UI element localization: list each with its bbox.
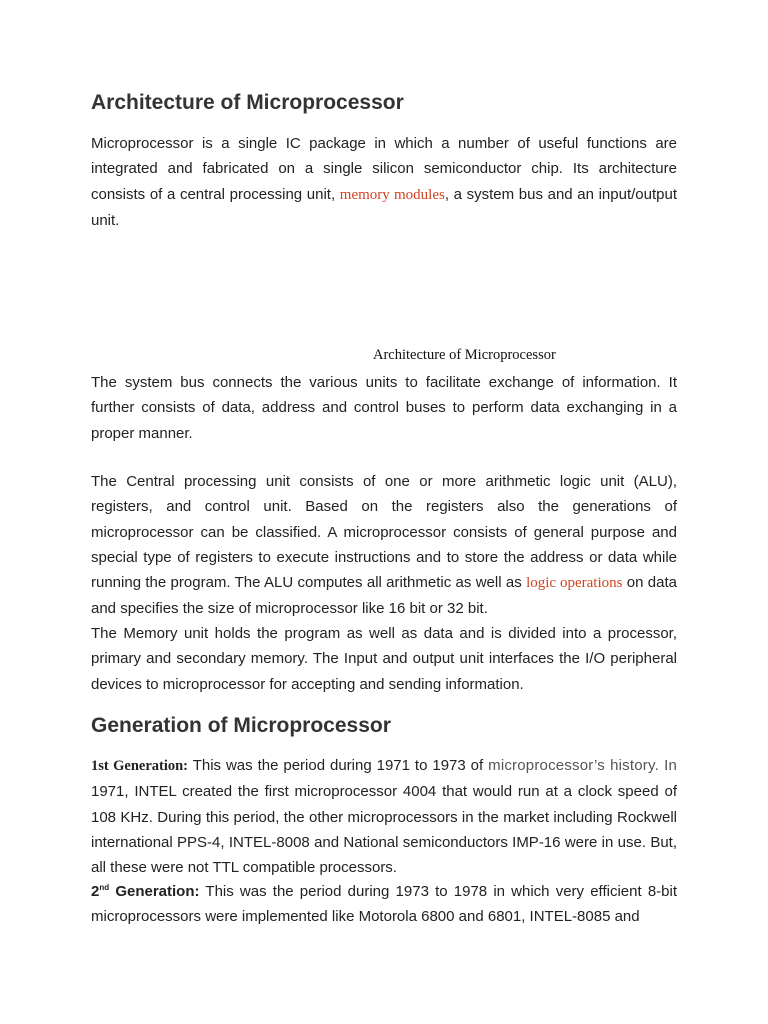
paragraph-gen2 — [91, 879, 677, 930]
figure-caption: Architecture of Microprocessor — [373, 347, 556, 363]
memory-modules-link[interactable]: memory modules — [339, 186, 445, 203]
gen2-text: This was the period during 1973 to 1978 in which very efficient 8-bit microprocessors were implemented like Motorola 6800 and 6801, INTEL-8085 and — [91, 883, 677, 926]
gen2-label-word: Generation: — [115, 883, 200, 900]
gen1-history: microprocessor’s history. In — [488, 757, 677, 774]
logic-operations-link[interactable]: logic operations — [526, 575, 623, 592]
gen2-label-num: 2 — [91, 883, 100, 900]
cpu-text: The Central processing unit consists of one or more arithmetic logic unit (ALU), registers, and control unit. Based on the registers also the generations of microprocessor can be classified. A microprocessor consists of general purpose and special type of registers to execute instructions and to store the address or data while running the program. The ALU computes all arithmetic as well as — [91, 473, 677, 592]
gen1-label: 1st Generation: — [91, 758, 189, 774]
gen1-text: This was the period during 1971 to 1973 of — [192, 757, 484, 774]
intro-text: Microprocessor is a single IC package in which a number of useful functions are integrated and fabricated on a single silicon semiconductor chip. Its architecture consists of a central processing unit, — [91, 135, 677, 203]
paragraph-intro — [91, 131, 677, 233]
paragraph-cpu — [91, 469, 677, 622]
section-title-generation: Generation of Microprocessor — [91, 714, 391, 737]
gen1-text-rest: 1971, INTEL created the first microprocessor 4004 that would run at a clock speed of 108 KHz. During this period, the other microprocessors in the market including Rockwell international PPS-4, INTEL-8008 and National semiconductors IMP-16 were in use. But, all these were not TTL compatible processors. — [91, 783, 677, 877]
section-title-architecture: Architecture of Microprocessor — [91, 91, 404, 114]
paragraph-system-bus: The system bus connects the various units to facilitate exchange of information. It further consists of data, address and control buses to perform data exchanging in a proper manner. — [91, 374, 677, 442]
paragraph-memory-unit: The Memory unit holds the program as well as data and is divided into a processor, primary and secondary memory. The Input and output unit interfaces the I/O peripheral devices to microprocessor for accepting and sending information. — [91, 625, 677, 693]
gen2-label-sup: nd — [99, 883, 110, 892]
intro-text-end: , a system bus and an input/output unit. — [91, 185, 677, 229]
cpu-text-end: on data and specifies the size of microprocessor like 16 bit or 32 bit. — [91, 574, 678, 618]
paragraph-gen1 — [91, 753, 677, 880]
